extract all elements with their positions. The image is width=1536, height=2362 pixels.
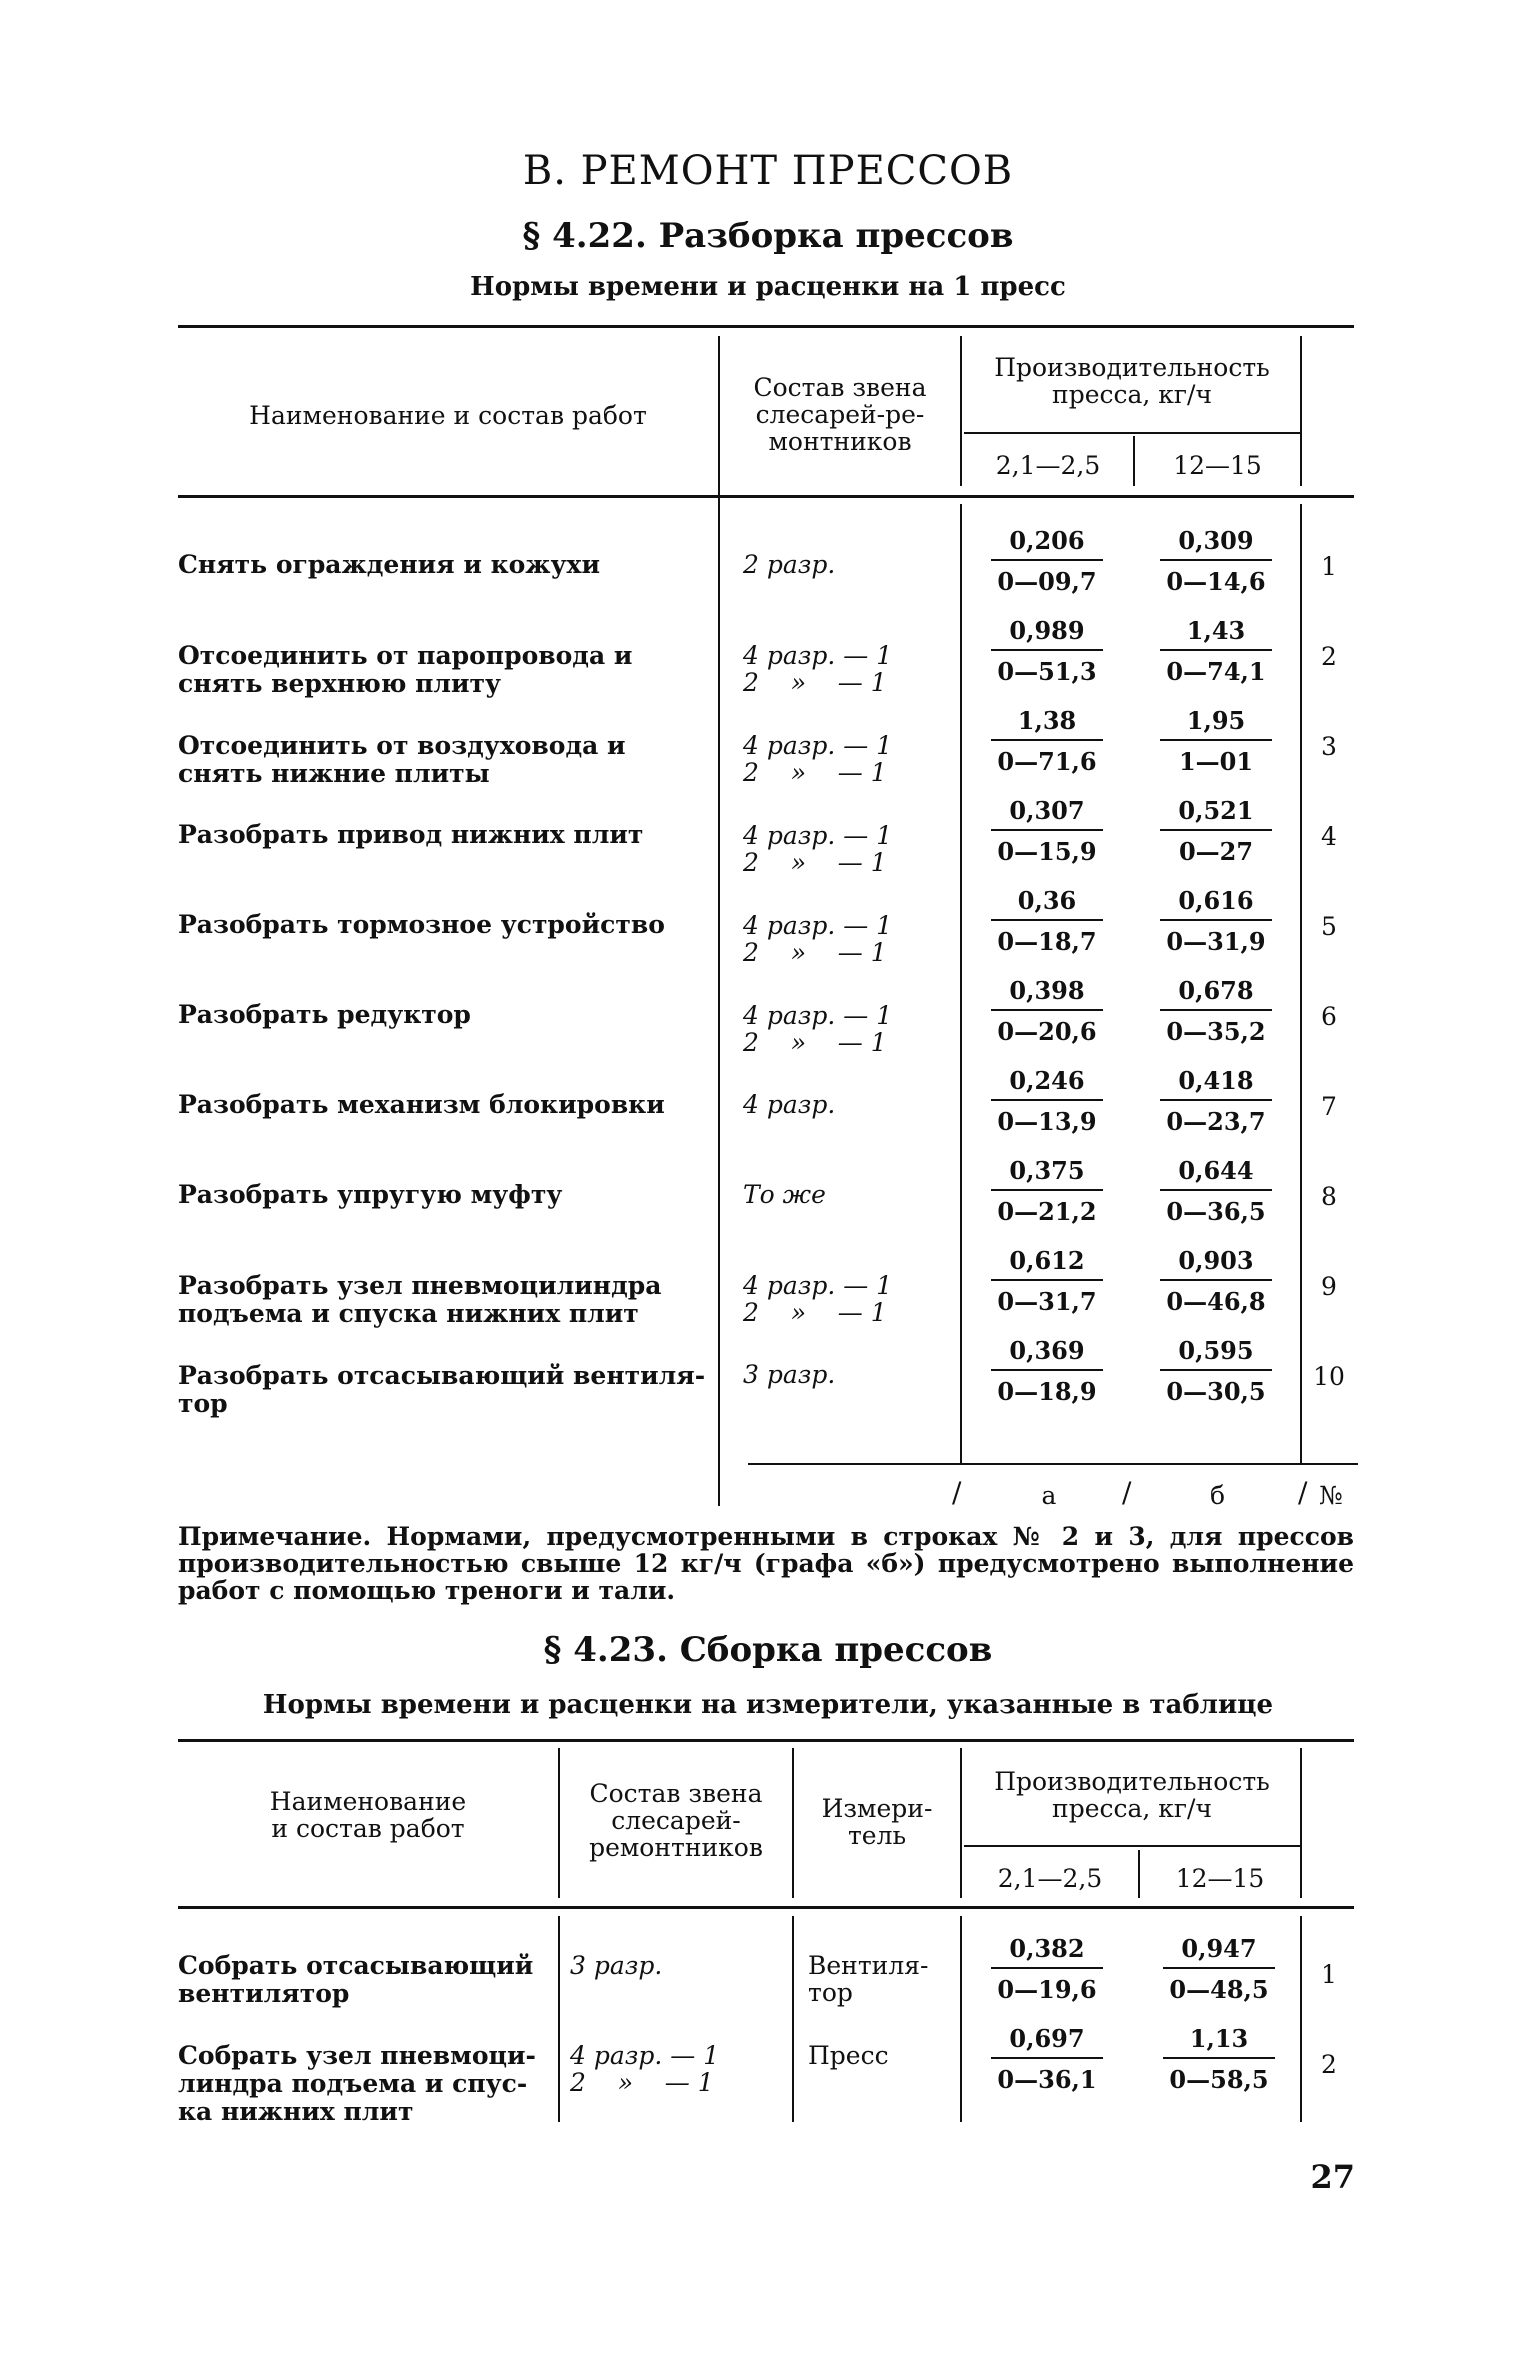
header-col-b: 12—15 [1173, 451, 1262, 480]
cell-col-a [991, 526, 1103, 596]
norm-time: 1,43 [1160, 616, 1272, 651]
row-crew-line: 4 разр. — 1 [570, 2041, 720, 2070]
t2-header-col-b: 12—15 [1175, 1864, 1265, 1893]
t2-header-crew-line-1: Состав звена [589, 1779, 763, 1808]
row-crew-line: 2 разр. [743, 550, 836, 579]
footer-col-b: б [1209, 1481, 1226, 1510]
row-crew-line: 3 разр. [570, 1951, 663, 1980]
rate: 0—71,6 [997, 747, 1097, 776]
t2-header-unit [796, 1795, 958, 1849]
row-number: 2 [1321, 642, 1337, 671]
norm-time: 0,418 [1160, 1066, 1272, 1101]
t2-header-productivity [964, 1768, 1300, 1822]
header-col-a: 2,1—2,5 [995, 451, 1101, 480]
header-crew-line-2: слесарей-ре- [755, 400, 925, 429]
row-work [178, 1952, 550, 2008]
rate: 0—36,5 [1166, 1197, 1266, 1226]
rate: 0—19,6 [997, 1975, 1097, 2004]
row-work-line: Разобрать отсасывающий вентиля- [178, 1361, 706, 1390]
rate: 0—46,8 [1166, 1287, 1266, 1316]
t2-header-unit-line-2: тель [847, 1821, 907, 1850]
rate: 0—27 [1178, 837, 1254, 866]
t2-header-productivity-line-1: Производительность [994, 1767, 1270, 1796]
row-crew [743, 551, 953, 578]
section-2-subheading: Нормы времени и расценки на измерители, указанные в таблице [262, 1690, 1274, 1720]
rate: 0—21,2 [997, 1197, 1097, 1226]
row-crew [743, 1091, 953, 1118]
rate: 1—01 [1178, 747, 1254, 776]
row-work [178, 821, 708, 849]
t2-header-col-a: 2,1—2,5 [997, 1864, 1103, 1893]
cell-col-a [991, 1934, 1103, 2004]
header-crew-line-3: монтников [768, 427, 912, 456]
cell-col-a [991, 1246, 1103, 1316]
row-work-line: Разобрать редуктор [178, 1000, 471, 1029]
footer-col-n: № [1319, 1481, 1343, 1510]
page-number: 27 [1310, 2158, 1355, 2196]
rate: 0—36,1 [997, 2065, 1097, 2094]
row-crew-line: 4 разр. — 1 [743, 911, 893, 940]
norm-time: 0,595 [1160, 1336, 1272, 1371]
rate: 0—13,9 [997, 1107, 1097, 1136]
cell-col-a [991, 1066, 1103, 1136]
section-1-subheading: Нормы времени и расценки на 1 пресс [470, 272, 1066, 302]
norm-time: 0,398 [991, 976, 1103, 1011]
t2-header-crew [562, 1780, 790, 1861]
row-number: 10 [1313, 1362, 1345, 1391]
rate: 0—14,6 [1166, 567, 1266, 596]
row-work [178, 1362, 708, 1418]
row-crew [743, 1002, 953, 1056]
rate: 0—48,5 [1169, 1975, 1269, 2004]
cell-col-b [1163, 2024, 1275, 2094]
header-crew [722, 374, 958, 455]
rate: 0—30,5 [1166, 1377, 1266, 1406]
note: Примечание. Нормами, предусмотренными в строках № 2 и 3, для прессов производительностью свыше 12 кг/ч (графа «б») предусмотрено выполнение работ с помощью треноги и тали. [178, 1522, 1354, 1605]
section-2-heading: § 4.23. Сборка прессов [543, 1630, 993, 1670]
row-number: 2 [1321, 2050, 1337, 2079]
row-number: 1 [1321, 552, 1337, 581]
rate: 0—23,7 [1166, 1107, 1266, 1136]
row-work [178, 1091, 708, 1119]
cell-col-a [991, 616, 1103, 686]
row-crew-line: 2 » — 1 [743, 668, 887, 697]
row-crew-line: 4 разр. — 1 [743, 641, 893, 670]
row-work [178, 642, 708, 698]
rate: 0—51,3 [997, 657, 1097, 686]
row-work-line: снять верхнюю плиту [178, 669, 502, 698]
cell-col-b [1160, 1156, 1272, 1226]
cell-col-b [1160, 1246, 1272, 1316]
norm-time: 0,521 [1160, 796, 1272, 831]
row-work [178, 911, 708, 939]
t2-header-crew-line-2: слесарей- [611, 1806, 741, 1835]
norm-time: 0,612 [991, 1246, 1103, 1281]
cell-col-b [1160, 886, 1272, 956]
norm-time: 0,616 [1160, 886, 1272, 921]
rate: 0—18,9 [997, 1377, 1097, 1406]
row-work-line: Разобрать тормозное устройство [178, 910, 665, 939]
row-crew-line: 2 » — 1 [570, 2068, 714, 2097]
row-crew-line: 2 » — 1 [743, 1298, 887, 1327]
row-unit [798, 2042, 968, 2069]
header-productivity [964, 354, 1300, 408]
norm-time: 0,36 [991, 886, 1103, 921]
row-crew [743, 1272, 953, 1326]
row-work-line: тор [178, 1389, 228, 1418]
norm-time: 0,903 [1160, 1246, 1272, 1281]
norm-time: 0,678 [1160, 976, 1272, 1011]
cell-col-b [1160, 616, 1272, 686]
row-work [178, 1181, 708, 1209]
rate: 0—58,5 [1169, 2065, 1269, 2094]
row-crew-line: 4 разр. — 1 [743, 1271, 893, 1300]
cell-col-b [1160, 1066, 1272, 1136]
norm-time: 0,697 [991, 2024, 1103, 2059]
row-number: 7 [1321, 1092, 1337, 1121]
norm-time: 0,382 [991, 1934, 1103, 1969]
row-work-line: линдра подъема и спус- [178, 2069, 528, 2098]
page-title: В. РЕМОНТ ПРЕССОВ [522, 148, 1014, 194]
row-work-line: Отсоединить от воздуховода и [178, 731, 626, 760]
row-work [178, 1001, 708, 1029]
cell-col-a [991, 976, 1103, 1046]
row-number: 9 [1321, 1272, 1337, 1301]
norm-time: 0,989 [991, 616, 1103, 651]
row-work-line: Разобрать упругую муфту [178, 1180, 563, 1209]
norm-time: 0,309 [1160, 526, 1272, 561]
row-crew-line: 4 разр. — 1 [743, 731, 893, 760]
norm-time: 1,95 [1160, 706, 1272, 741]
row-crew-line: 2 » — 1 [743, 758, 887, 787]
rate: 0—74,1 [1166, 657, 1266, 686]
row-crew [743, 822, 953, 876]
t2-header-productivity-line-2: пресса, кг/ч [1052, 1794, 1212, 1823]
norm-time: 0,375 [991, 1156, 1103, 1191]
cell-col-b [1160, 1336, 1272, 1406]
footer-col-a: а [1041, 1481, 1057, 1510]
cell-col-b [1163, 1934, 1275, 2004]
t2-header-unit-line-1: Измери- [821, 1794, 933, 1823]
row-work-line: Собрать узел пневмоци- [178, 2041, 536, 2070]
row-crew-line: 2 » — 1 [743, 848, 887, 877]
row-work-line: Разобрать узел пневмоцилиндра [178, 1271, 662, 1300]
rate: 0—35,2 [1166, 1017, 1266, 1046]
row-work-line: подъема и спуска нижних плит [178, 1299, 639, 1328]
row-crew-line: 4 разр. — 1 [743, 1001, 893, 1030]
norm-time: 0,307 [991, 796, 1103, 831]
row-work [178, 732, 708, 788]
row-work [178, 551, 708, 579]
row-work-line: вентилятор [178, 1979, 350, 2008]
cell-col-b [1160, 526, 1272, 596]
rate: 0—31,9 [1166, 927, 1266, 956]
rate: 0—18,7 [997, 927, 1097, 956]
rate: 0—15,9 [997, 837, 1097, 866]
row-number: 8 [1321, 1182, 1337, 1211]
row-unit-line: Вентиля- [808, 1951, 929, 1980]
row-crew-line: 2 » — 1 [743, 938, 887, 967]
row-work-line: Разобрать привод нижних плит [178, 820, 644, 849]
row-number: 4 [1321, 822, 1337, 851]
row-work-line: Собрать отсасывающий [178, 1951, 534, 1980]
header-productivity-line-2: пресса, кг/ч [1052, 380, 1212, 409]
row-crew [743, 1361, 953, 1388]
row-crew [743, 642, 953, 696]
norm-time: 0,206 [991, 526, 1103, 561]
row-crew-line: То же [743, 1180, 826, 1209]
row-crew [743, 912, 953, 966]
norm-time: 0,246 [991, 1066, 1103, 1101]
row-number: 6 [1321, 1002, 1337, 1031]
row-work-line: снять нижние плиты [178, 759, 490, 788]
norm-time: 0,644 [1160, 1156, 1272, 1191]
row-number: 5 [1321, 912, 1337, 941]
cell-col-b [1160, 796, 1272, 866]
header-work: Наименование и состав работ [249, 401, 647, 430]
cell-col-a [991, 886, 1103, 956]
row-crew [743, 1181, 953, 1208]
norm-time: 0,947 [1163, 1934, 1275, 1969]
row-work-line: ка нижних плит [178, 2097, 414, 2126]
t2-header-work-line-1: Наименование [269, 1787, 467, 1816]
row-unit [798, 1952, 968, 2006]
row-crew [743, 732, 953, 786]
cell-col-a [991, 1156, 1103, 1226]
row-work-line: Снять ограждения и кожухи [178, 550, 600, 579]
row-crew [570, 1952, 785, 1979]
row-crew-line: 2 » — 1 [743, 1028, 887, 1057]
header-crew-line-1: Состав звена [753, 373, 927, 402]
row-number: 3 [1321, 732, 1337, 761]
row-work [178, 1272, 708, 1328]
rate: 0—31,7 [997, 1287, 1097, 1316]
cell-col-a [991, 796, 1103, 866]
t2-header-work-line-2: и состав работ [271, 1814, 465, 1843]
cell-col-b [1160, 706, 1272, 776]
row-crew-line: 3 разр. [743, 1360, 836, 1389]
norm-time: 0,369 [991, 1336, 1103, 1371]
cell-col-a [991, 706, 1103, 776]
row-unit-line: Пресс [808, 2041, 889, 2070]
t2-header-work [178, 1788, 558, 1842]
row-crew-line: 4 разр. [743, 1090, 836, 1119]
cell-col-b [1160, 976, 1272, 1046]
row-work [178, 2042, 550, 2126]
cell-col-a [991, 2024, 1103, 2094]
row-work-line: Отсоединить от паропровода и [178, 641, 633, 670]
rate: 0—20,6 [997, 1017, 1097, 1046]
row-number: 1 [1321, 1960, 1337, 1989]
t2-header-crew-line-3: ремонтников [589, 1833, 763, 1862]
section-1-heading: § 4.22. Разборка прессов [522, 216, 1014, 256]
header-productivity-line-1: Производительность [994, 353, 1270, 382]
norm-time: 1,13 [1163, 2024, 1275, 2059]
rate: 0—09,7 [997, 567, 1097, 596]
row-crew [570, 2042, 785, 2096]
row-work-line: Разобрать механизм блокировки [178, 1090, 665, 1119]
norm-time: 1,38 [991, 706, 1103, 741]
cell-col-a [991, 1336, 1103, 1406]
row-crew-line: 4 разр. — 1 [743, 821, 893, 850]
row-unit-line: тор [808, 1978, 853, 2007]
